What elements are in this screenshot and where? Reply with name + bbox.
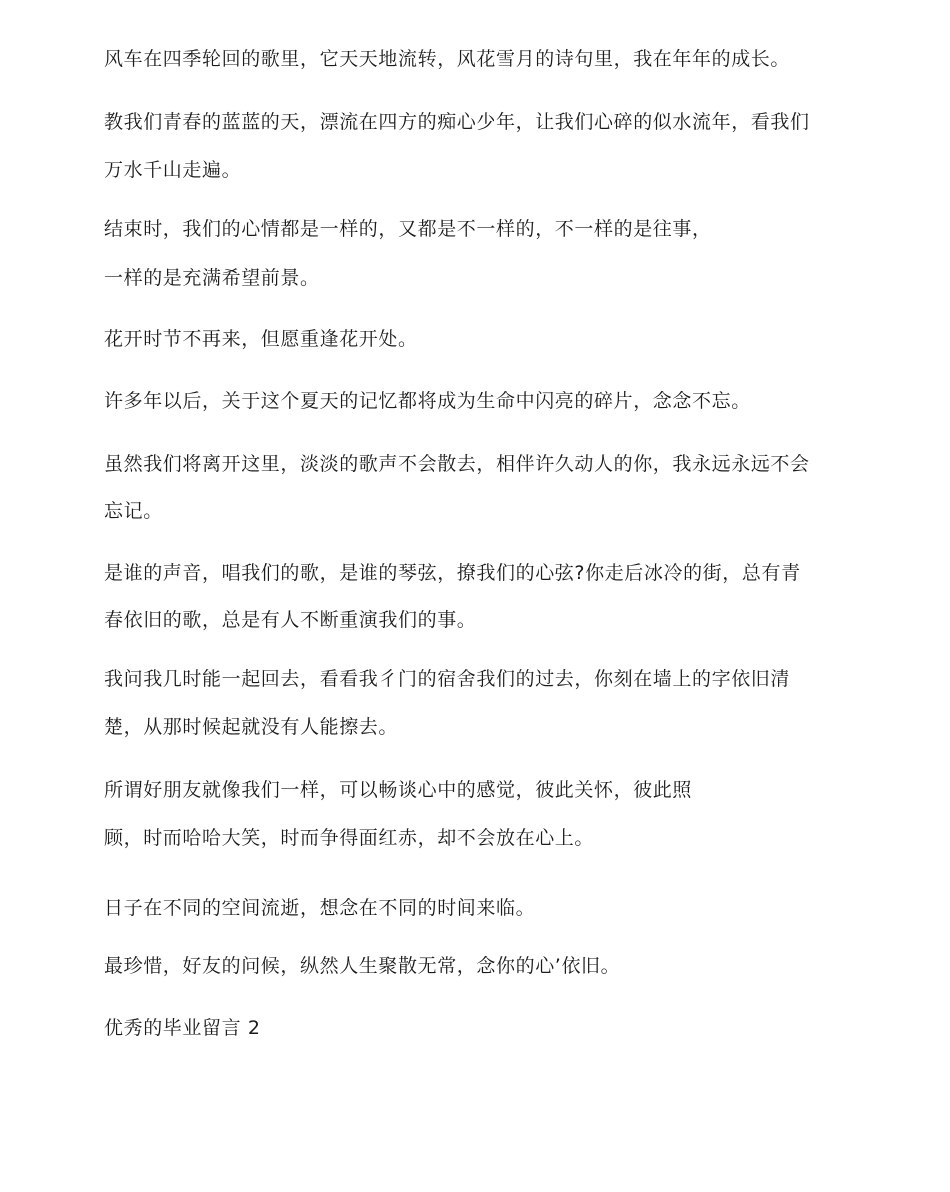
text-line: 风车在四季轮回的歌里，它天天地流转，风花雪月的诗句里，我在年年的成长。: [104, 48, 791, 70]
text-line: 所谓好朋友就像我们一样，可以畅谈心中的感觉，彼此关怀，彼此照: [104, 779, 693, 801]
text-line: 顾，时而哈哈大笑，时而争得面红赤，却不会放在心上。: [104, 827, 595, 849]
section-heading: 优秀的毕业留言 2: [104, 1017, 261, 1039]
text-line: 花开时节不再来，但愿重逢花开处。: [104, 328, 418, 350]
text-line: 我问我几时能一起回去，看看我彳门的宿舍我们的过去，你刻在墙上的字依旧清: [104, 668, 791, 690]
text-line: 日子在不同的空间流逝，想念在不同的时间来临。: [104, 897, 536, 919]
text-line: 万水千山走遍。: [104, 159, 242, 181]
text-line: 忘记。: [104, 500, 163, 522]
text-line: 楚，从那时候起就没有人能擦去。: [104, 716, 399, 738]
text-line: 最珍惜，好友的问候，纵然人生聚散无常，念你的心’依旧。: [104, 955, 621, 977]
text-line: 一样的是充满希望前景。: [104, 267, 320, 289]
text-line: 虽然我们将离开这里，淡淡的歌声不会散去，相伴许久动人的你，我永远永远不会: [104, 453, 810, 475]
text-line: 许多年以后，关于这个夏天的记忆都将成为生命中闪亮的碎片，念念不忘。: [104, 390, 751, 412]
text-line: 教我们青春的蓝蓝的天，漂流在四方的痴心少年，让我们心碎的似水流年，看我们: [104, 111, 810, 133]
text-line: 结束时，我们的心情都是一样的，又都是不一样的，不一样的是往事，: [104, 218, 712, 240]
text-line: 是谁的声音，唱我们的歌，是谁的琴弦，撩我们的心弦?你走后冰冷的街，总有青: [104, 562, 801, 584]
text-line: 春依旧的歌，总是有人不断重演我们的事。: [104, 609, 477, 631]
